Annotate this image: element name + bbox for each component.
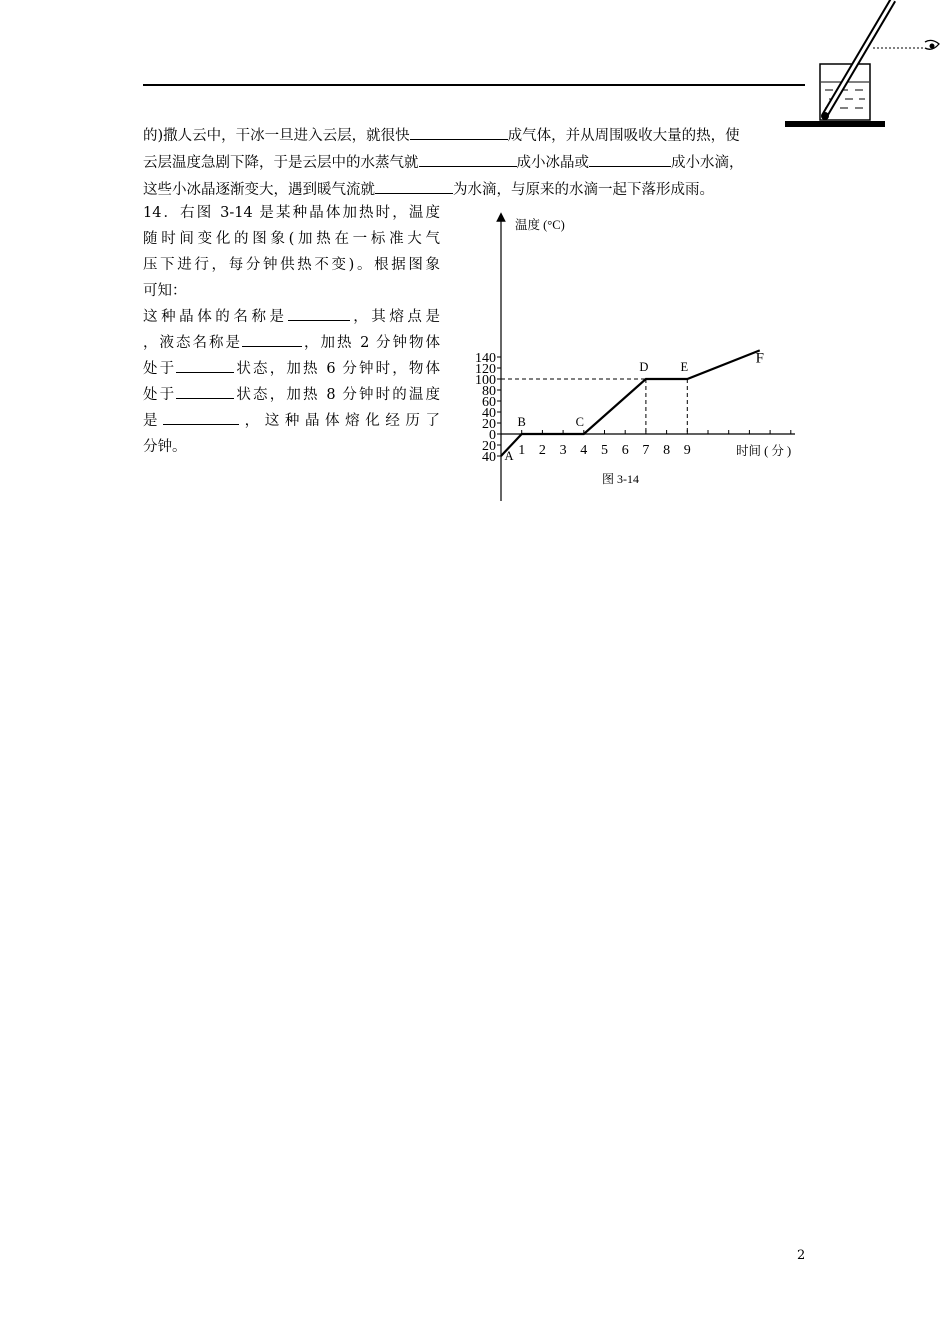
- y-tick-label: 20: [482, 417, 496, 432]
- header-rule: [143, 84, 805, 86]
- text: 成小冰晶或: [516, 155, 589, 171]
- question-text: 压下进行，每分钟供热不变)。根据图象: [143, 257, 440, 273]
- question-line: [143, 330, 440, 356]
- question-text: 可知：: [143, 283, 187, 299]
- x-tick-label: 1: [518, 443, 526, 458]
- point-label-d: D: [639, 360, 649, 374]
- paragraph-line-2: [143, 150, 813, 177]
- y-tick-label: 0: [489, 428, 496, 443]
- state-at-6min-blank[interactable]: [176, 383, 234, 399]
- text: 这些小冰晶逐渐变大，遇到暖气流就: [143, 182, 375, 198]
- point-label-e: E: [680, 360, 689, 374]
- question-14: [143, 200, 440, 460]
- x-tick-label: 2: [538, 443, 546, 458]
- x-tick-label: 6: [621, 443, 629, 458]
- x-tick-label: 4: [580, 443, 588, 458]
- text: 云层温度急剧下降，于是云层中的水蒸气就: [143, 155, 419, 171]
- question-text: 随时间变化的图象(加热在一标准大气: [143, 231, 440, 247]
- question-line: [143, 408, 440, 434]
- x-tick-label: 7: [642, 443, 650, 458]
- question-line: [143, 382, 440, 408]
- paragraph-line-1: [143, 123, 813, 150]
- y-tick-label: 140: [475, 351, 496, 366]
- question-text: 这种晶体的名称是: [143, 309, 288, 325]
- x-axis-label: 时间 ( 分 ): [736, 444, 792, 458]
- question-text: 分钟。: [143, 439, 187, 455]
- question-text: ，其熔点是: [349, 309, 441, 325]
- point-label-a: A: [504, 449, 514, 463]
- y-tick-label: 120: [475, 362, 496, 377]
- heating-curve-chart: [460, 205, 805, 505]
- y-tick-label: 60: [482, 395, 496, 410]
- x-tick-label: 8: [663, 443, 671, 458]
- question-text: ，液态名称是: [143, 335, 243, 351]
- text: 为水滴，与原来的水滴一起下落形成雨。: [453, 182, 714, 198]
- figure-caption: 图 3-14: [602, 472, 639, 486]
- question-text: 状态，加热 8 分钟时的温度: [234, 387, 440, 403]
- answer-blank[interactable]: [589, 151, 671, 167]
- question-line: [143, 304, 440, 330]
- answer-blank[interactable]: [375, 178, 453, 194]
- answer-blank[interactable]: [410, 124, 508, 140]
- question-text: 处于: [143, 361, 177, 377]
- x-tick-label: 5: [601, 443, 608, 458]
- y-tick-label: 100: [475, 373, 496, 388]
- question-text: ，这种晶体熔化经历了: [239, 413, 441, 429]
- question-text: 状态，加热 6 分钟时，物体: [234, 361, 440, 377]
- question-line: [143, 356, 440, 382]
- question-text: ，加热 2 分钟物体: [302, 335, 441, 351]
- liquid-name-blank[interactable]: [242, 331, 302, 347]
- text: 成小水滴，: [671, 155, 744, 171]
- x-tick-label: 9: [683, 443, 691, 458]
- y-tick-label: 20: [482, 439, 496, 454]
- cloud-seeding-paragraph: [143, 123, 813, 204]
- y-tick-label: 80: [482, 384, 496, 399]
- page-number: 2: [797, 1248, 806, 1263]
- y-axis-label: 温度 (°C): [515, 218, 565, 232]
- question-text: 是: [143, 413, 164, 429]
- point-label-f: F: [755, 350, 764, 367]
- x-tick-label: 3: [559, 443, 567, 458]
- question-text: 14．右图 3-14 是某种晶体加热时，温度: [143, 205, 440, 221]
- heating-curve-line: [501, 350, 760, 456]
- question-text: 处于: [143, 387, 177, 403]
- crystal-name-blank[interactable]: [288, 305, 350, 321]
- point-label-c: C: [575, 415, 584, 429]
- temp-at-8min-blank[interactable]: [163, 409, 239, 425]
- answer-blank[interactable]: [419, 151, 517, 167]
- y-tick-label: 40: [482, 450, 496, 465]
- text: 成气体，并从周围吸收大量的热，使: [507, 128, 740, 144]
- state-at-2min-blank[interactable]: [176, 357, 234, 373]
- point-label-b: B: [517, 415, 526, 429]
- text: 的)撒人云中，干冰一旦进入云层，就很快: [143, 128, 410, 144]
- y-tick-label: 40: [482, 406, 496, 421]
- beaker-thermometer-illustration: [785, 0, 950, 130]
